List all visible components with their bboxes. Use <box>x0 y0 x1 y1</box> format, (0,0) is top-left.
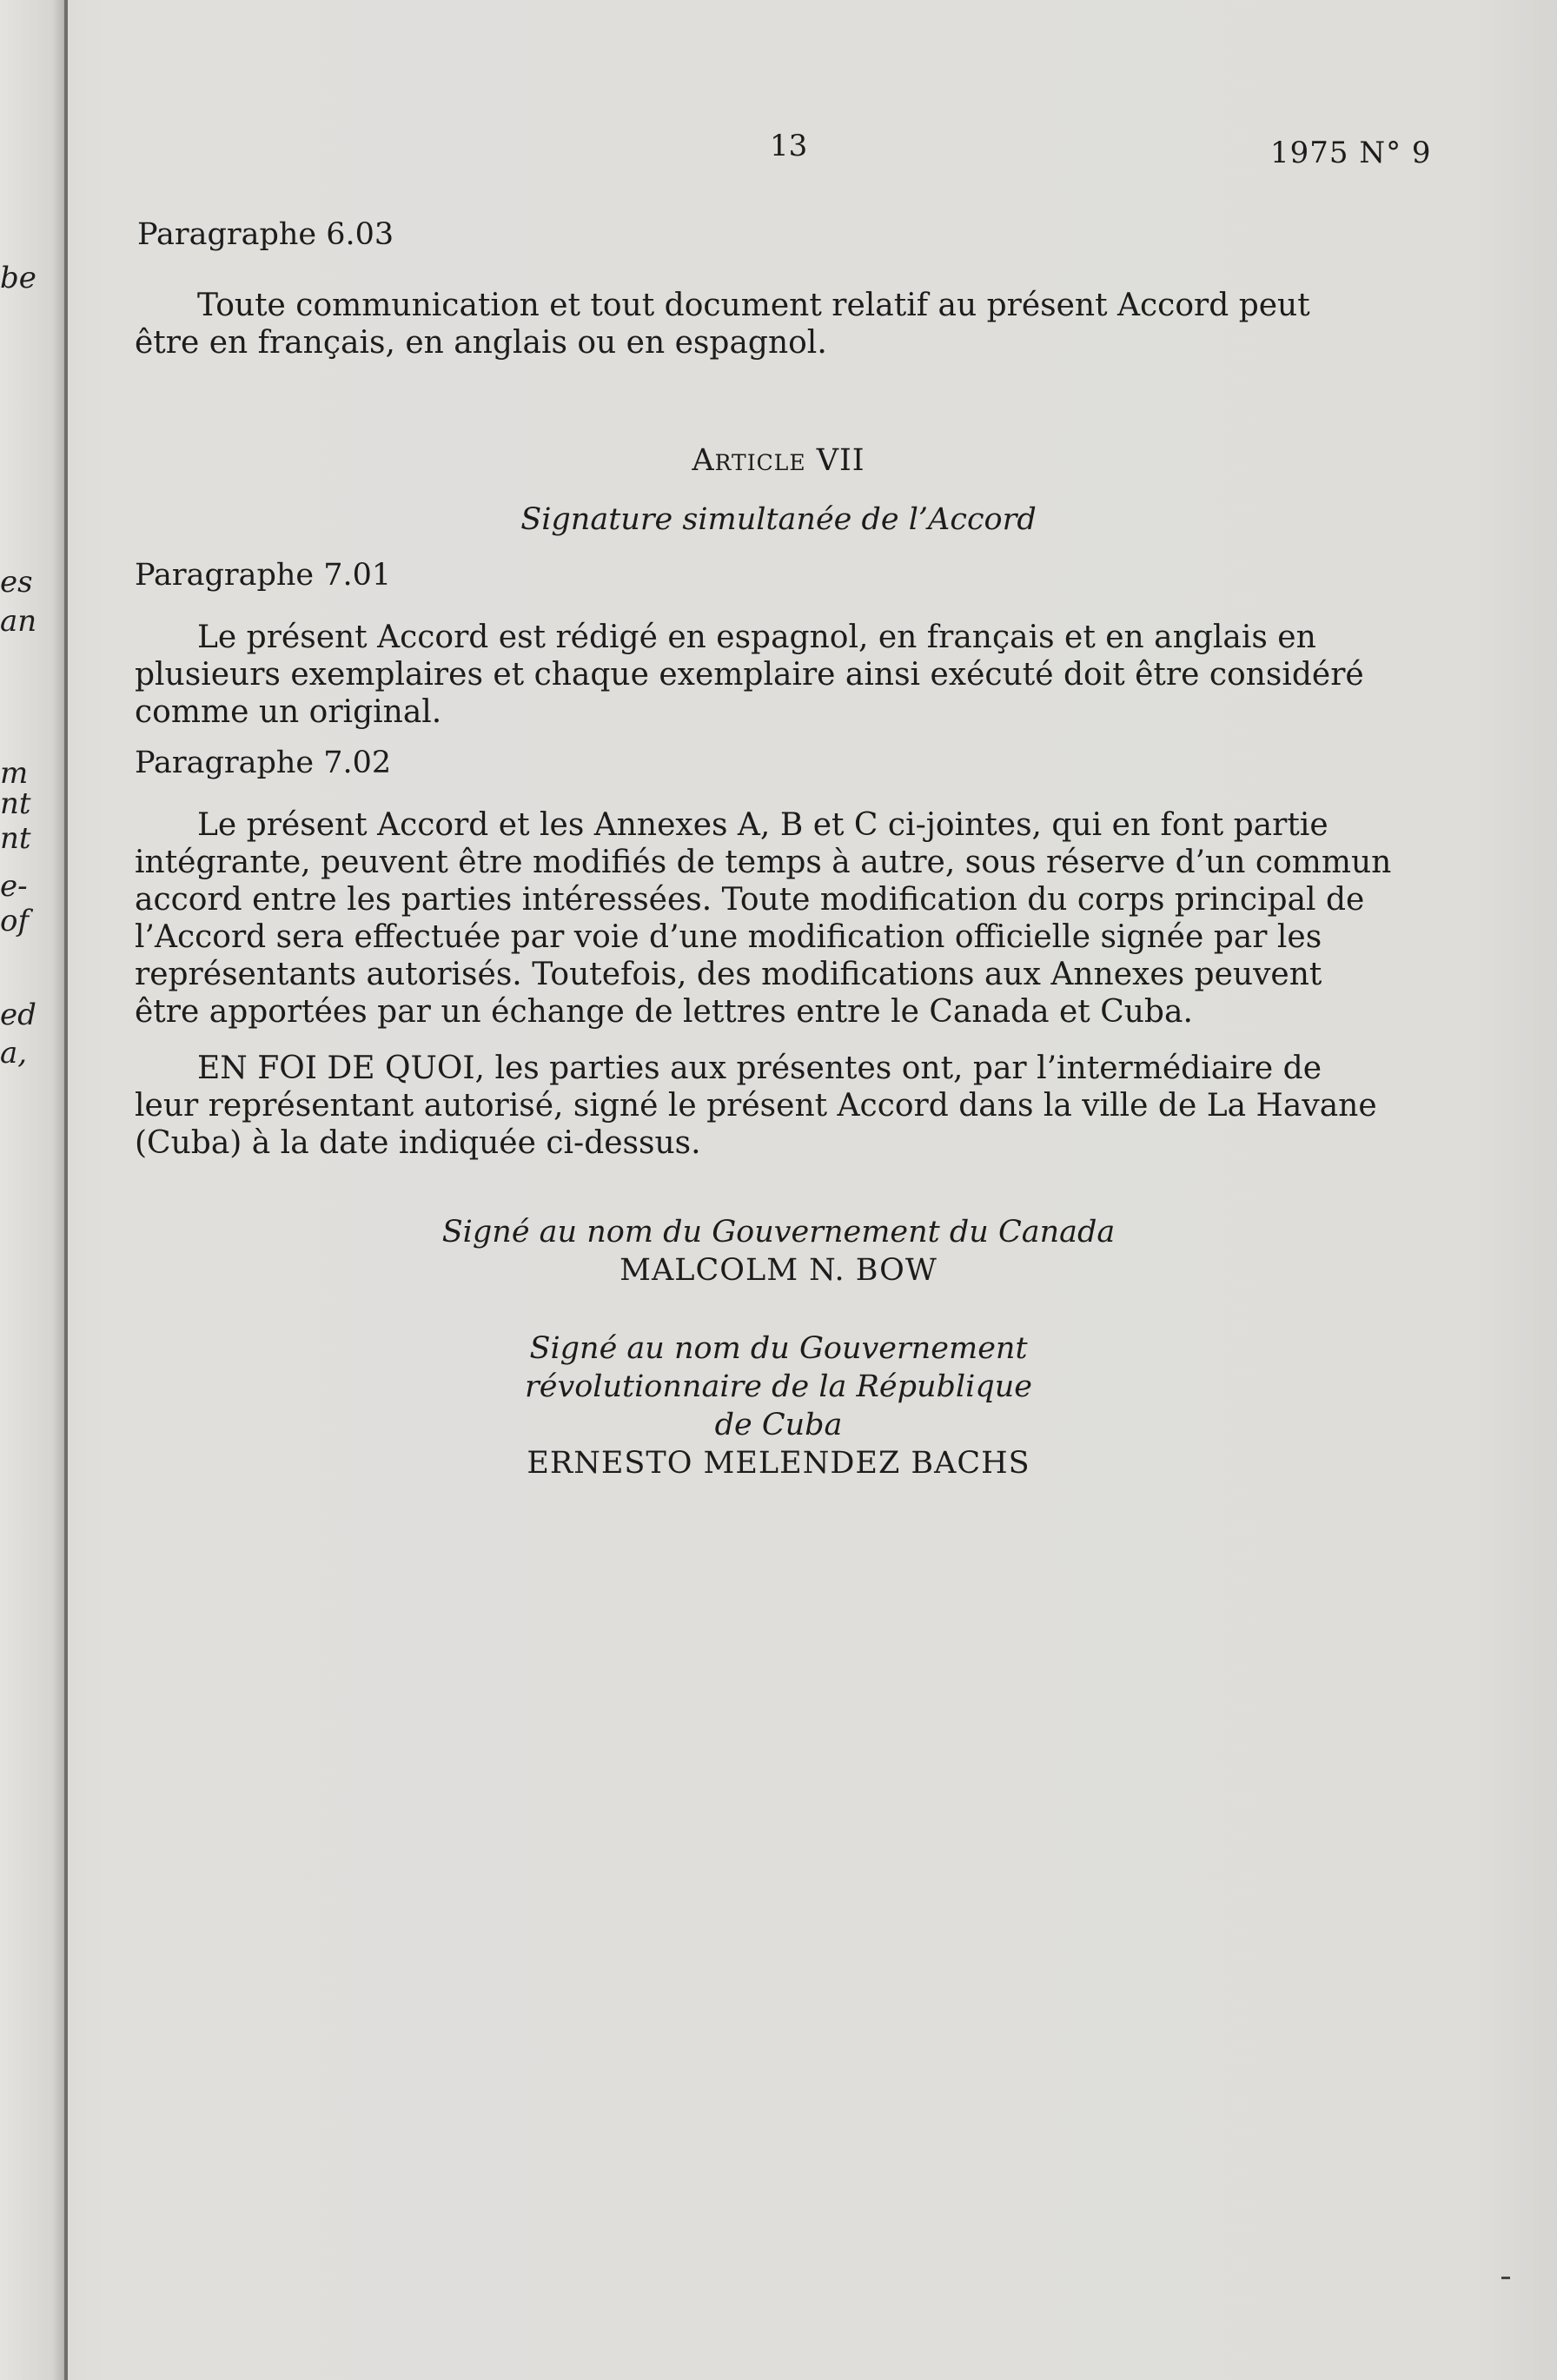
page-number: 13 <box>770 129 808 163</box>
signatory-name-cuba: ERNESTO MELENDEZ BACHS <box>527 1446 1030 1481</box>
signatory-name-canada: MALCOLM N. BOW <box>619 1253 938 1288</box>
article-subtitle: Signature simultanée de l’Accord <box>520 502 1037 537</box>
margin-fragment: e- <box>0 869 28 904</box>
text-line: accord entre les parties intéressées. Toute modification du corps principal de <box>135 882 1365 918</box>
margin-fragment: a, <box>0 1036 28 1071</box>
margin-fragment: ed <box>0 998 36 1032</box>
signature-block-cuba <box>0 1329 1557 1482</box>
text-line: l’Accord sera effectuée par voie d’une modification officielle signée par les <box>135 919 1322 955</box>
text-line: (Cuba) à la date indiquée ci-dessus. <box>135 1125 701 1161</box>
signature-label-canada: Signé au nom du Gouvernement du Canada <box>441 1215 1116 1250</box>
volume-reference: 1975 N° 9 <box>1270 136 1432 170</box>
signature-block-canada <box>0 1213 1557 1289</box>
page-mark <box>1501 2277 1510 2279</box>
margin-fragment: of <box>0 904 30 938</box>
text-line: leur représentant autorisé, signé le présent Accord dans la ville de La Havane <box>135 1088 1377 1124</box>
text-line: intégrante, peuvent être modifiés de temps à autre, sous réserve d’un commun <box>135 845 1392 880</box>
margin-fragment: nt <box>0 786 31 821</box>
text-line: EN FOI DE QUOI, les parties aux présentes ont, par l’intermédiaire de <box>197 1051 1322 1086</box>
paragraph-heading-7-02: Paragraphe 7.02 <box>135 746 392 780</box>
signature-label-cuba-line: révolutionnaire de la République <box>525 1369 1032 1404</box>
binding-edge <box>0 0 68 2380</box>
text-line: Le présent Accord est rédigé en espagnol, en français et en anglais en <box>197 620 1316 655</box>
witness-clause <box>135 1050 1451 1162</box>
text-line: représentants autorisés. Toutefois, des modifications aux Annexes peuvent <box>135 957 1322 992</box>
signature-label-cuba-line: Signé au nom du Gouvernement <box>529 1331 1028 1366</box>
text-line: Le présent Accord et les Annexes A, B et C ci-jointes, qui en font partie <box>197 807 1328 843</box>
paragraph-7-02-body <box>135 806 1451 1031</box>
text-line: être apportées par un échange de lettres entre le Canada et Cuba. <box>135 994 1193 1030</box>
text-line: Toute communication et tout document relatif au présent Accord peut <box>197 288 1310 323</box>
text-line: plusieurs exemplaires et chaque exemplaire ainsi exécuté doit être considéré <box>135 657 1364 693</box>
text-line: comme un original. <box>135 694 442 730</box>
margin-fragment: be <box>0 261 36 295</box>
article-title: Article VII <box>692 443 865 478</box>
margin-fragment: m <box>0 756 29 791</box>
margin-fragment: nt <box>0 821 31 856</box>
paragraph-7-01-body <box>135 619 1451 731</box>
paragraph-heading-6-03: Paragraphe 6.03 <box>137 217 394 252</box>
signature-label-cuba-line: de Cuba <box>714 1408 843 1442</box>
text-line: être en français, en anglais ou en espagnol. <box>135 325 827 361</box>
margin-fragment: es <box>0 565 33 600</box>
paragraph-heading-7-01: Paragraphe 7.01 <box>135 558 392 593</box>
margin-fragment: an <box>0 604 37 639</box>
paragraph-6-03-body <box>135 287 1451 361</box>
gutter-shadow <box>64 0 68 2380</box>
